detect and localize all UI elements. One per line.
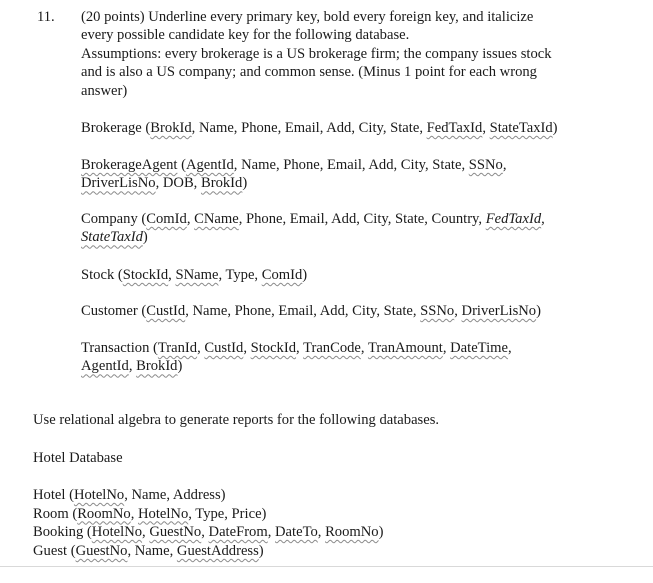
relation-text: ,	[442, 340, 451, 356]
relation-text: ,	[541, 211, 545, 227]
attribute-name: DateTo	[275, 524, 318, 541]
relation-schema-line	[81, 266, 307, 284]
relation-text: ,	[128, 358, 137, 375]
attribute-name: CName	[194, 211, 239, 227]
relation-text: ,	[296, 340, 304, 356]
attribute-name: StateTaxId	[489, 120, 553, 136]
relation-text: Brokerage (	[81, 120, 151, 136]
attribute-name: GuestNo	[75, 542, 128, 559]
relation-schema-line	[81, 357, 182, 375]
relation-text: Transaction (	[81, 340, 158, 356]
relation-text: Company (	[81, 211, 147, 227]
question-line: every possible candidate key for the following database.	[81, 27, 410, 44]
relation-text: ,	[507, 340, 512, 356]
relation-text: , Type, Price)	[188, 505, 267, 522]
hotel-relation-line	[33, 486, 383, 505]
attribute-name: StockId	[250, 340, 297, 356]
attribute-name: ComId	[146, 211, 187, 227]
relation-schema-line	[81, 228, 148, 246]
attribute-name: TranAmount	[367, 340, 443, 356]
attribute-name: TranId	[157, 340, 198, 356]
relation-text: ,	[197, 340, 205, 356]
relation-text: )	[302, 267, 308, 283]
attribute-name: ComId	[261, 267, 303, 283]
attribute-name: AgentId	[81, 358, 129, 375]
attribute-name: DriverLisNo	[81, 175, 156, 192]
question-number: 11.	[37, 9, 55, 25]
attribute-name: DateFrom	[208, 524, 268, 541]
attribute-name: DateTime	[450, 340, 508, 356]
attribute-name: StateTaxId	[81, 229, 143, 246]
relation-schema-line	[81, 174, 247, 192]
relation-text: )	[242, 175, 248, 192]
attribute-name: CustId	[204, 340, 244, 356]
attribute-name: FedTaxId	[485, 211, 542, 227]
attribute-name: SSNo	[468, 157, 503, 173]
hotel-relation-line	[33, 523, 383, 542]
relation-text: Customer (	[81, 303, 147, 319]
question-text	[81, 8, 641, 100]
relation-text: ,	[243, 340, 251, 356]
relation-text: ,	[168, 267, 176, 283]
relation-schema-line	[81, 302, 541, 320]
relation-text: , DOB,	[155, 175, 201, 192]
relation-text: Room (	[33, 505, 78, 522]
relation-text: Booking (	[33, 524, 92, 541]
attribute-name: CustId	[146, 303, 186, 319]
relation-text: ,	[130, 505, 138, 522]
hotel-relation-line	[33, 505, 383, 524]
relation-text: , Type,	[218, 267, 262, 283]
relation-text: , Name, Address)	[124, 487, 226, 503]
attribute-name: BrokerageAgent	[81, 157, 178, 173]
relation-text: Guest (	[33, 542, 76, 559]
relation-schema-line	[81, 156, 507, 174]
attribute-name: DriverLisNo	[461, 303, 537, 319]
attribute-name: FedTaxId	[426, 120, 483, 136]
relation-text: ,	[201, 524, 209, 541]
attribute-name: GuestNo	[149, 524, 202, 541]
attribute-name: BrokId	[150, 120, 192, 136]
attribute-name: StockId	[122, 267, 169, 283]
attribute-name: RoomNo	[77, 505, 131, 522]
relation-text: ,	[454, 303, 462, 319]
relation-text: )	[142, 229, 148, 246]
relation-text: )	[552, 120, 558, 136]
page-bottom-rule	[0, 566, 653, 567]
relation-text: , Name,	[127, 542, 177, 559]
attribute-name: RoomNo	[325, 524, 379, 541]
relation-schema-line	[81, 210, 545, 228]
relation-text: ,	[482, 120, 490, 136]
question-line: and is also a US company; and common sense. (Minus 1 point for each wrong	[81, 64, 537, 81]
attribute-name: HotelNo	[138, 505, 189, 522]
attribute-name: TranCode	[303, 340, 361, 356]
hotel-relation-line	[33, 542, 383, 561]
attribute-name: BrokId	[136, 358, 178, 375]
attribute-name: SSNo	[420, 303, 455, 319]
relation-text: )	[177, 358, 183, 375]
instruction-text: Use relational algebra to generate reports for the following databases.	[33, 412, 440, 428]
attribute-name: HotelNo	[91, 524, 143, 541]
relation-text: )	[378, 524, 384, 541]
relation-text: )	[258, 542, 264, 559]
relation-text: (	[177, 157, 186, 173]
relation-text: ,	[317, 524, 326, 541]
relation-text: Hotel (	[33, 487, 74, 503]
hotel-database-heading: Hotel Database	[33, 450, 123, 466]
question-line: Assumptions: every brokerage is a US brokerage firm; the company issues stock	[81, 45, 552, 62]
relation-text: , Name, Phone, Email, Add, City, State,	[185, 303, 421, 319]
attribute-name: AgentId	[185, 157, 234, 173]
question-line: (20 points) Underline every primary key, bold every foreign key, and italicize	[81, 9, 534, 25]
relation-text: ,	[186, 211, 195, 227]
relation-text: ,	[502, 157, 507, 173]
relation-text: , Name, Phone, Email, Add, City, State,	[191, 120, 427, 136]
hotel-relation-list	[33, 486, 383, 560]
relation-schema-line	[81, 119, 558, 137]
attribute-name: HotelNo	[73, 487, 125, 503]
attribute-name: SName	[175, 267, 219, 283]
attribute-name: BrokId	[200, 175, 243, 192]
question-line: answer)	[81, 82, 128, 99]
relation-text: ,	[360, 340, 368, 356]
relation-text: ,	[142, 524, 150, 541]
relation-text: Stock (	[81, 267, 123, 283]
attribute-name: GuestAddress	[176, 542, 259, 559]
relation-text: , Phone, Email, Add, City, State, Country,	[238, 211, 486, 227]
relation-schema-line	[81, 339, 512, 357]
relation-text: )	[536, 303, 541, 319]
relation-text: ,	[267, 524, 276, 541]
relation-text: , Name, Phone, Email, Add, City, State,	[233, 157, 469, 173]
